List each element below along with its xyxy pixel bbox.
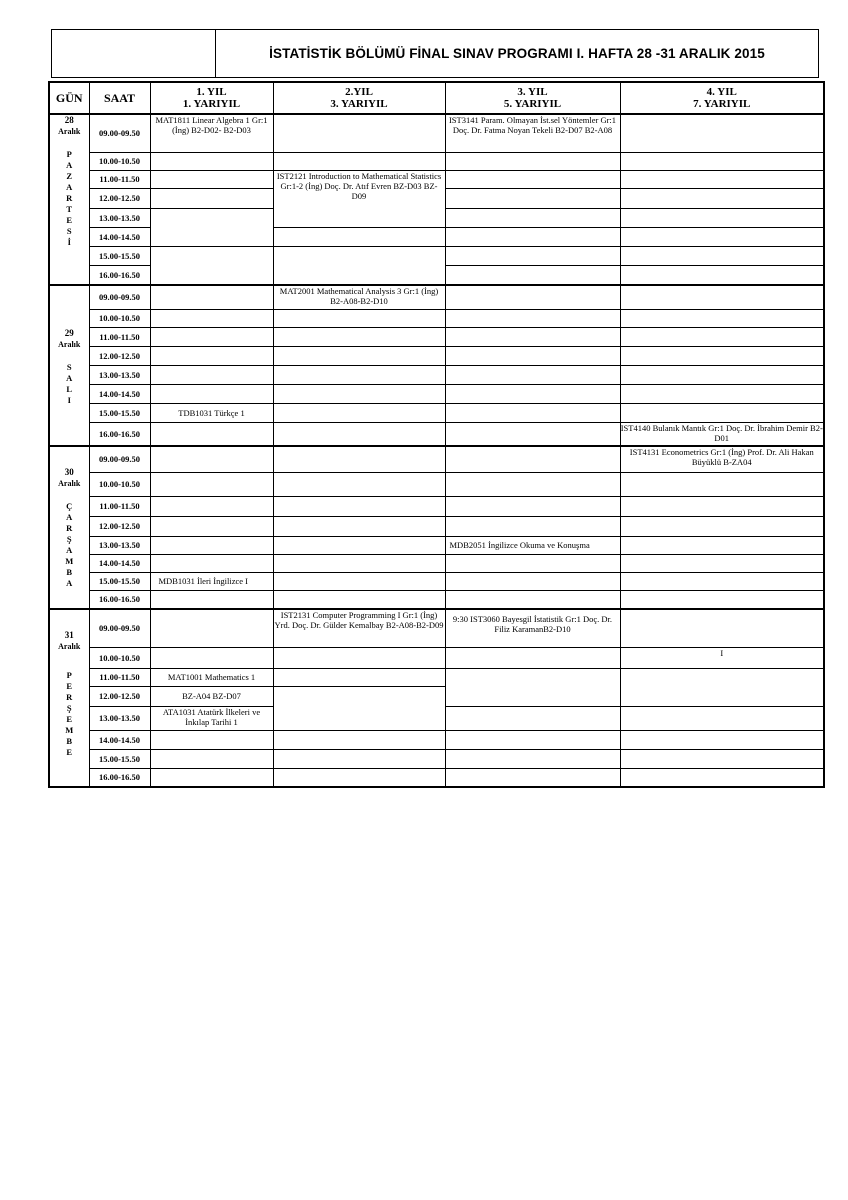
exam-cell [273,422,445,446]
exam-cell [150,536,273,554]
exam-cell [150,208,273,246]
page-title: İSTATİSTİK BÖLÜMÜ FİNAL SINAV PROGRAMI I. HAFTA 28 -31 ARALIK 2015 [269,46,765,61]
table-row [49,554,824,572]
exam-cell: MDB2051 İngilizce Okuma ve Konuşma [445,536,620,554]
header-year-1 [150,82,273,114]
day-number: 28 [64,115,74,125]
header-year-4-line2: 7. YARIYIL [693,98,751,110]
exam-cell [150,365,273,384]
exam-cell [273,768,445,787]
day-cell-thursday [49,609,89,787]
exam-cell [620,114,824,152]
exam-cell [273,346,445,365]
day-name: P A Z A R T E S İ [66,149,73,247]
exam-cell [445,208,620,227]
table-row [49,365,824,384]
time-cell: 10.00-10.50 [89,647,150,668]
header-day: GÜN [49,82,89,114]
table-row [49,152,824,170]
day-name: Ç A R Ş A M B A [65,501,74,588]
exam-cell [445,572,620,590]
day-month: Aralık [58,642,81,651]
exam-cell [273,446,445,472]
table-row [49,609,824,647]
day-cell-wednesday [49,446,89,609]
exam-cell [620,170,824,188]
exam-cell [150,152,273,170]
table-row [49,472,824,496]
exam-cell [620,152,824,170]
table-row [49,384,824,403]
time-cell: 16.00-16.50 [89,590,150,609]
exam-cell [273,647,445,668]
exam-cell [150,609,273,647]
time-cell: 10.00-10.50 [89,472,150,496]
header-row [49,82,824,114]
header-year-3-line2: 5. YARIYIL [503,98,562,110]
exam-cell [445,309,620,327]
exam-cell [620,496,824,516]
day-month: Aralık [58,340,81,349]
exam-cell [273,309,445,327]
exam-cell: IST2131 Computer Programming I Gr:1 (İng) Yrd. Doç. Dr. Gülder Kemalbay B2-A08-B2-D09 [273,609,445,647]
table-row [49,422,824,446]
exam-cell [273,327,445,346]
exam-cell [273,403,445,422]
exam-cell: MAT1001 Mathematics 1 [150,668,273,686]
exam-cell: IST2121 Introduction to Mathematical Statistics Gr:1-2 (İng) Doç. Dr. Atıf Evren BZ-D03 BZ-D09 [273,170,445,227]
exam-cell: IST4140 Bulanık Mantık Gr:1 Doç. Dr. İbrahim Demir B2-D01 [620,422,824,446]
time-cell: 13.00-13.50 [89,706,150,730]
exam-cell: TDB1031 Türkçe 1 [150,403,273,422]
time-cell: 10.00-10.50 [89,309,150,327]
exam-cell [273,536,445,554]
exam-cell [620,403,824,422]
header-year-1-line2: 1. YARIYIL [182,98,241,110]
exam-cell [620,265,824,285]
time-cell: 15.00-15.50 [89,572,150,590]
exam-cell [150,496,273,516]
table-row [49,327,824,346]
table-row [49,516,824,536]
exam-cell [620,516,824,536]
day-name: S A L I [66,362,73,405]
exam-cell [620,768,824,787]
exam-cell [620,208,824,227]
header-year-4-line1: 4. YIL [706,86,737,98]
time-cell: 16.00-16.50 [89,422,150,446]
time-cell: 11.00-11.50 [89,496,150,516]
exam-cell [620,384,824,403]
exam-cell [620,285,824,309]
exam-cell [620,188,824,208]
exam-cell [273,472,445,496]
exam-cell: I [620,647,824,668]
exam-cell [620,668,824,706]
exam-cell [445,365,620,384]
table-row [49,749,824,768]
exam-cell [445,422,620,446]
exam-cell [273,114,445,152]
day-cell-tuesday [49,285,89,446]
header-year-1-line1: 1. YIL [196,86,227,98]
exam-cell [620,227,824,246]
exam-cell [445,285,620,309]
day-month: Aralık [58,479,81,488]
exam-cell: IST4131 Econometrics Gr:1 (İng) Prof. Dr. Ali Hakan Büyüklü B-ZA04 [620,446,824,472]
header-year-2-line2: 3. YARIYIL [330,98,388,110]
exam-cell [445,170,620,188]
exam-cell [150,327,273,346]
time-cell: 12.00-12.50 [89,686,150,706]
exam-cell: 9:30 IST3060 Bayesgil İstatistik Gr:1 Doç. Dr. Filiz KaramanB2-D10 [445,609,620,647]
exam-cell: BZ-A04 BZ-D07 [150,686,273,706]
exam-cell [620,246,824,265]
exam-cell [150,472,273,496]
exam-cell: ATA1031 Atatürk İlkeleri ve İnkılap Tarihi 1 [150,706,273,730]
exam-cell [445,265,620,285]
exam-cell [273,246,445,285]
exam-cell [150,768,273,787]
exam-cell [445,768,620,787]
exam-cell [150,384,273,403]
time-cell: 12.00-12.50 [89,346,150,365]
table-row [49,246,824,265]
exam-cell [150,749,273,768]
table-row [49,403,824,422]
header-year-2-line1: 2.YIL [345,86,373,98]
exam-cell [273,227,445,246]
exam-cell: MDB1031 İleri İngilizce I [150,572,273,590]
table-row [49,446,824,472]
time-cell: 16.00-16.50 [89,768,150,787]
day-cell-monday [49,114,89,285]
exam-cell [445,668,620,706]
exam-cell [620,309,824,327]
table-row [49,572,824,590]
exam-cell [273,384,445,403]
time-cell: 11.00-11.50 [89,170,150,188]
day-month: Aralık [58,127,81,136]
table-row [49,647,824,668]
time-cell: 10.00-10.50 [89,152,150,170]
day-number: 29 [64,328,74,338]
exam-cell [620,536,824,554]
table-row [49,536,824,554]
time-cell: 12.00-12.50 [89,516,150,536]
exam-cell [620,554,824,572]
exam-cell [150,170,273,188]
exam-cell [620,609,824,647]
exam-cell [150,285,273,309]
exam-cell [620,590,824,609]
exam-cell [150,446,273,472]
exam-cell [273,572,445,590]
exam-cell [150,346,273,365]
exam-cell [273,590,445,609]
exam-cell [620,365,824,384]
time-cell: 13.00-13.50 [89,536,150,554]
table-row [49,668,824,686]
exam-cell [620,749,824,768]
exam-cell: MAT1811 Linear Algebra 1 Gr:1 (İng) B2-D02- B2-D03 [150,114,273,152]
exam-cell [445,706,620,730]
time-cell: 12.00-12.50 [89,188,150,208]
table-row [49,768,824,787]
exam-cell [445,446,620,472]
exam-cell [150,590,273,609]
exam-cell [150,647,273,668]
day-number: 30 [64,467,74,477]
exam-schedule-table [48,81,825,788]
exam-cell [273,668,445,686]
exam-cell [150,309,273,327]
exam-cell [445,152,620,170]
exam-cell [273,152,445,170]
document-header [51,29,819,78]
exam-cell [445,403,620,422]
exam-cell [445,384,620,403]
exam-cell [445,227,620,246]
header-time: SAAT [89,82,150,114]
time-cell: 09.00-09.50 [89,285,150,309]
exam-cell: MAT2001 Mathematical Analysis 3 Gr:1 (İng) B2-A08-B2-D10 [273,285,445,309]
exam-cell [445,246,620,265]
exam-cell [150,730,273,749]
time-cell: 11.00-11.50 [89,668,150,686]
exam-cell [445,472,620,496]
exam-cell [620,572,824,590]
time-cell: 13.00-13.50 [89,208,150,227]
exam-cell [273,749,445,768]
exam-cell [150,554,273,572]
time-cell: 11.00-11.50 [89,327,150,346]
exam-cell [620,730,824,749]
table-row [49,730,824,749]
exam-cell: IST3141 Param. Olmayan İst.sel Yöntemler Gr:1 Doç. Dr. Fatma Noyan Tekeli B2-D07 B2-A08 [445,114,620,152]
time-cell: 15.00-15.50 [89,749,150,768]
time-cell: 09.00-09.50 [89,446,150,472]
time-cell: 14.00-14.50 [89,227,150,246]
day-name: P E R Ş E M B E [65,670,74,757]
table-row [49,170,824,188]
time-cell: 15.00-15.50 [89,246,150,265]
time-cell: 13.00-13.50 [89,365,150,384]
exam-cell [445,346,620,365]
exam-cell [273,730,445,749]
table-row [49,496,824,516]
table-row [49,346,824,365]
time-cell: 09.00-09.50 [89,609,150,647]
exam-cell [620,346,824,365]
exam-cell [445,496,620,516]
day-number: 31 [64,630,74,640]
header-year-2 [273,82,445,114]
exam-cell [445,554,620,572]
exam-cell [620,706,824,730]
table-row [49,309,824,327]
time-cell: 15.00-15.50 [89,403,150,422]
exam-cell [273,554,445,572]
exam-cell [150,188,273,208]
time-cell: 09.00-09.50 [89,114,150,152]
logo-box [52,30,216,77]
exam-cell [273,365,445,384]
table-row [49,114,824,152]
exam-cell [150,516,273,536]
time-cell: 14.00-14.50 [89,554,150,572]
exam-cell [273,496,445,516]
exam-cell [273,516,445,536]
exam-cell [150,246,273,285]
exam-cell [445,516,620,536]
exam-cell [150,422,273,446]
exam-cell [273,686,445,730]
time-cell: 16.00-16.50 [89,265,150,285]
header-year-3-line1: 3. YIL [517,86,548,98]
header-year-4 [620,82,824,114]
time-cell: 14.00-14.50 [89,730,150,749]
exam-cell [445,590,620,609]
time-cell: 14.00-14.50 [89,384,150,403]
exam-cell [620,327,824,346]
exam-cell [445,749,620,768]
exam-cell [620,472,824,496]
exam-cell [445,327,620,346]
header-year-3 [445,82,620,114]
exam-cell [445,188,620,208]
table-row [49,285,824,309]
exam-cell [445,730,620,749]
table-row [49,590,824,609]
exam-cell [445,647,620,668]
